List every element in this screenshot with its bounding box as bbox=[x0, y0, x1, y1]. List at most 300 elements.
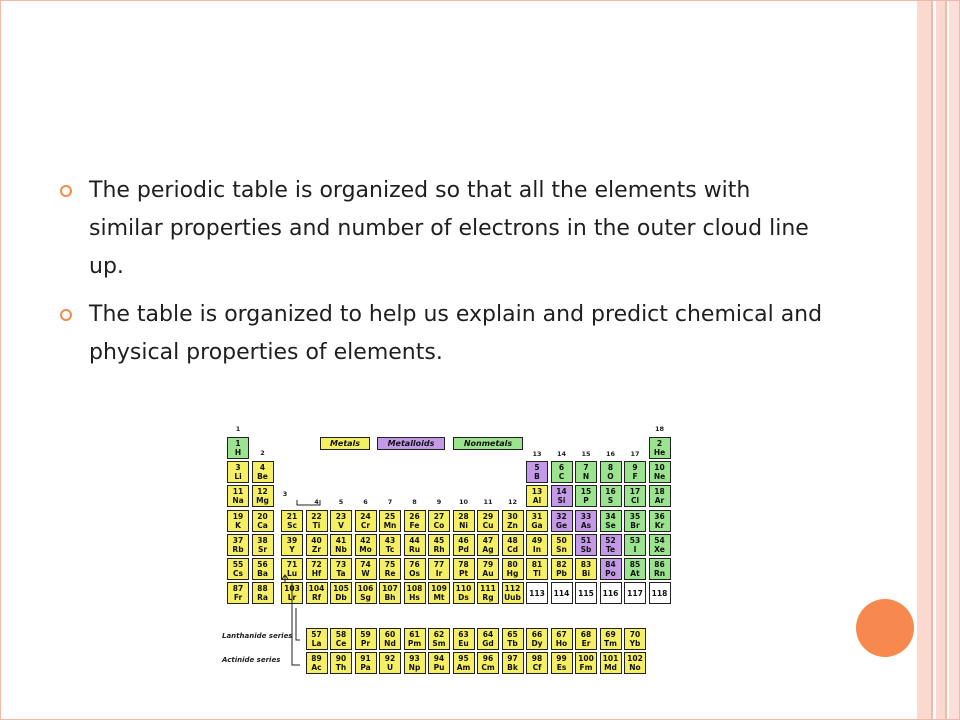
element-number: 59 bbox=[360, 630, 371, 639]
element-symbol: Cr bbox=[360, 520, 371, 530]
element-number: 19 bbox=[232, 511, 244, 521]
element-number: 46 bbox=[458, 535, 469, 545]
element-cell bbox=[428, 652, 450, 674]
element-cell bbox=[355, 534, 377, 556]
element-symbol: Os bbox=[409, 569, 420, 578]
element-symbol: At bbox=[630, 569, 640, 578]
element-cell bbox=[551, 582, 573, 604]
element-symbol: Pm bbox=[407, 639, 422, 648]
element-cell bbox=[551, 652, 573, 674]
element-cell bbox=[306, 582, 328, 604]
element-symbol: Cf bbox=[532, 663, 542, 672]
element-number: 53 bbox=[629, 535, 641, 545]
group-number-label: 11 bbox=[483, 498, 493, 506]
element-cell bbox=[281, 510, 303, 532]
element-number: 82 bbox=[556, 560, 567, 569]
element-symbol: Mo bbox=[359, 544, 372, 554]
element-symbol: Bh bbox=[384, 593, 396, 603]
element-cell bbox=[502, 510, 524, 532]
element-number: 110 bbox=[455, 584, 472, 594]
element-symbol: Pu bbox=[433, 663, 445, 672]
element-number: 24 bbox=[360, 511, 371, 521]
element-symbol: Pt bbox=[458, 569, 469, 578]
element-cell bbox=[600, 461, 622, 483]
decorative-circle bbox=[856, 599, 914, 657]
element-number: 33 bbox=[580, 511, 592, 521]
element-symbol: Pd bbox=[458, 544, 469, 554]
element-cell bbox=[252, 461, 274, 483]
element-cell bbox=[477, 582, 499, 604]
element-number: 91 bbox=[360, 654, 371, 663]
element-number: 43 bbox=[384, 535, 396, 545]
element-number: 44 bbox=[409, 535, 420, 545]
element-symbol: He bbox=[653, 448, 666, 457]
element-cell bbox=[355, 558, 377, 580]
bullet-list bbox=[60, 172, 830, 382]
element-number: 83 bbox=[580, 560, 592, 569]
element-number: 90 bbox=[335, 654, 347, 663]
group-number-label: 16 bbox=[605, 450, 616, 458]
element-number: 70 bbox=[629, 630, 641, 639]
lanthanide-connector bbox=[296, 608, 300, 640]
element-symbol: Ac bbox=[311, 663, 322, 672]
element-number: 58 bbox=[335, 630, 347, 639]
element-cell bbox=[379, 558, 401, 580]
element-cell bbox=[551, 534, 573, 556]
element-number: 112 bbox=[504, 584, 521, 594]
element-number: 2 bbox=[656, 439, 663, 448]
element-cell bbox=[330, 582, 352, 604]
element-symbol: Ba bbox=[257, 569, 268, 578]
element-cell bbox=[330, 628, 352, 650]
element-cell bbox=[575, 558, 597, 580]
element-cell bbox=[379, 652, 401, 674]
element-symbol: Np bbox=[408, 663, 421, 672]
element-number: 106 bbox=[357, 584, 374, 594]
element-number: 11 bbox=[232, 487, 244, 497]
element-symbol: Rf bbox=[311, 593, 322, 603]
group-number-label: 14 bbox=[556, 450, 567, 458]
decorative-stripe bbox=[917, 0, 931, 720]
lanthanide-series-label: Lanthanide series bbox=[222, 632, 293, 640]
element-cell bbox=[600, 582, 622, 604]
element-cell bbox=[551, 461, 573, 483]
group-number-label: 9 bbox=[436, 498, 442, 506]
element-cell bbox=[624, 461, 646, 483]
element-symbol: N bbox=[582, 472, 590, 482]
group-number-label: 7 bbox=[387, 498, 393, 506]
element-cell bbox=[649, 534, 671, 556]
element-number: 92 bbox=[384, 654, 396, 663]
element-cell bbox=[551, 510, 573, 532]
element-symbol: In bbox=[532, 544, 542, 554]
bullet-text: The table is organized to help us explain and predict chemical and physical properties of elements. bbox=[89, 302, 823, 365]
element-cell bbox=[330, 510, 352, 532]
element-cell bbox=[477, 510, 499, 532]
element-number: 100 bbox=[578, 654, 594, 663]
element-cell bbox=[281, 558, 303, 580]
element-cell bbox=[526, 558, 548, 580]
element-number: 99 bbox=[556, 654, 567, 663]
element-symbol: No bbox=[629, 663, 641, 672]
element-cell bbox=[404, 652, 426, 674]
element-cell bbox=[379, 582, 401, 604]
element-number: 117 bbox=[627, 589, 643, 599]
element-symbol: Mn bbox=[383, 520, 397, 530]
element-number: 104 bbox=[308, 584, 325, 594]
element-symbol: Ho bbox=[555, 639, 568, 648]
element-symbol: Ga bbox=[531, 520, 543, 530]
element-cell bbox=[624, 485, 646, 507]
element-symbol: Sc bbox=[287, 520, 297, 530]
element-cell bbox=[404, 510, 426, 532]
element-number: 63 bbox=[458, 630, 469, 639]
element-symbol: Rb bbox=[232, 544, 244, 554]
element-number: 4 bbox=[259, 463, 266, 473]
element-number: 28 bbox=[458, 511, 469, 521]
element-number: 54 bbox=[654, 535, 665, 545]
element-cell bbox=[600, 485, 622, 507]
element-cell bbox=[502, 652, 524, 674]
element-cell bbox=[624, 628, 646, 650]
element-number: 15 bbox=[580, 487, 592, 497]
element-symbol: Se bbox=[605, 520, 616, 530]
element-symbol: Re bbox=[384, 569, 396, 578]
element-cell bbox=[252, 534, 274, 556]
element-number: 12 bbox=[257, 487, 268, 497]
element-number: 27 bbox=[433, 511, 445, 521]
element-cell bbox=[526, 652, 548, 674]
element-cell bbox=[227, 582, 249, 604]
element-symbol: Ar bbox=[654, 496, 665, 506]
element-cell bbox=[600, 652, 622, 674]
element-symbol: Cm bbox=[481, 663, 495, 672]
element-symbol: Yb bbox=[629, 639, 641, 648]
element-number: 1 bbox=[235, 439, 241, 448]
element-cell bbox=[227, 485, 249, 507]
element-cell bbox=[355, 628, 377, 650]
element-number: 3 bbox=[235, 463, 241, 473]
decorative-stripe bbox=[931, 0, 933, 720]
element-symbol: Ti bbox=[312, 520, 321, 530]
element-cell bbox=[355, 510, 377, 532]
element-symbol: Eu bbox=[458, 639, 469, 648]
element-cell bbox=[502, 558, 524, 580]
element-symbol: K bbox=[235, 520, 241, 530]
element-cell bbox=[477, 652, 499, 674]
group-number-label: 5 bbox=[338, 498, 344, 506]
element-number: 111 bbox=[480, 584, 496, 594]
element-symbol: Y bbox=[289, 544, 295, 554]
element-cell bbox=[624, 510, 646, 532]
element-number: 7 bbox=[583, 463, 589, 473]
element-number: 75 bbox=[384, 560, 396, 569]
element-symbol: Pb bbox=[556, 569, 567, 578]
element-symbol: F bbox=[632, 472, 638, 482]
element-number: 61 bbox=[409, 630, 420, 639]
element-number: 55 bbox=[232, 560, 244, 569]
element-number: 34 bbox=[605, 511, 616, 521]
bullet-item bbox=[60, 296, 830, 372]
element-symbol: Dy bbox=[531, 639, 543, 648]
element-symbol: Fe bbox=[409, 520, 420, 530]
element-number: 73 bbox=[335, 560, 347, 569]
element-symbol: Tm bbox=[604, 639, 617, 648]
element-symbol: Na bbox=[232, 496, 244, 506]
element-cell bbox=[330, 652, 352, 674]
element-cell bbox=[252, 582, 274, 604]
element-number: 36 bbox=[654, 511, 665, 521]
bullet-text: The periodic table is organized so that all the elements with similar properties and number of electrons in the outer cloud line up. bbox=[89, 178, 809, 279]
element-cell bbox=[649, 510, 671, 532]
element-number: 84 bbox=[605, 560, 616, 569]
element-symbol: Nd bbox=[384, 639, 396, 648]
element-cell bbox=[477, 534, 499, 556]
element-number: 56 bbox=[257, 560, 268, 569]
element-number: 25 bbox=[384, 511, 396, 521]
bullet-circle-icon bbox=[60, 185, 72, 197]
element-cell bbox=[624, 534, 646, 556]
element-symbol: Uub bbox=[504, 593, 521, 603]
group-number-label: 2 bbox=[260, 449, 265, 457]
element-cell bbox=[428, 582, 450, 604]
element-number: 107 bbox=[382, 584, 398, 594]
element-number: 116 bbox=[602, 589, 619, 599]
element-symbol: Hg bbox=[506, 569, 519, 578]
element-number: 29 bbox=[482, 511, 494, 521]
element-number: 115 bbox=[578, 589, 594, 599]
element-number: 47 bbox=[482, 535, 494, 545]
bullet-circle-icon bbox=[60, 309, 72, 321]
element-symbol: Hs bbox=[409, 593, 420, 603]
element-symbol: Pr bbox=[360, 639, 371, 648]
element-number: 86 bbox=[654, 560, 665, 569]
element-symbol: Ag bbox=[482, 544, 494, 554]
element-cell bbox=[526, 510, 548, 532]
element-symbol: Bk bbox=[507, 663, 518, 672]
element-number: 68 bbox=[580, 630, 592, 639]
bullet-item bbox=[60, 172, 830, 286]
element-cell bbox=[575, 628, 597, 650]
element-symbol: Ca bbox=[257, 520, 268, 530]
element-number: 8 bbox=[607, 463, 614, 473]
element-number: 85 bbox=[629, 560, 641, 569]
element-cell bbox=[227, 437, 249, 459]
element-cell bbox=[624, 652, 646, 674]
element-symbol: Fm bbox=[579, 663, 593, 672]
element-symbol: I bbox=[633, 544, 637, 554]
element-symbol: H bbox=[234, 448, 242, 457]
element-number: 69 bbox=[605, 630, 616, 639]
element-cell bbox=[575, 485, 597, 507]
element-cell bbox=[551, 628, 573, 650]
element-number: 87 bbox=[232, 584, 244, 594]
element-cell bbox=[306, 558, 328, 580]
element-number: 40 bbox=[311, 535, 322, 545]
element-number: 17 bbox=[629, 487, 641, 497]
element-number: 37 bbox=[232, 535, 244, 545]
element-cell bbox=[252, 510, 274, 532]
element-number: 26 bbox=[409, 511, 420, 521]
element-number: 5 bbox=[534, 463, 540, 473]
element-number: 113 bbox=[529, 589, 545, 599]
element-cell bbox=[649, 485, 671, 507]
element-number: 60 bbox=[384, 630, 396, 639]
element-cell bbox=[453, 510, 475, 532]
element-number: 114 bbox=[553, 589, 570, 599]
element-symbol: Sn bbox=[556, 544, 567, 554]
element-cell bbox=[404, 534, 426, 556]
element-cell bbox=[600, 534, 622, 556]
group-number-label: 12 bbox=[507, 498, 518, 506]
element-number: 79 bbox=[482, 560, 494, 569]
element-cell bbox=[404, 558, 426, 580]
element-symbol: Al bbox=[532, 496, 542, 506]
element-number: 72 bbox=[311, 560, 322, 569]
element-number: 16 bbox=[605, 487, 616, 497]
element-number: 62 bbox=[433, 630, 445, 639]
element-number: 51 bbox=[580, 535, 592, 545]
element-number: 74 bbox=[360, 560, 371, 569]
element-number: 101 bbox=[602, 654, 619, 663]
element-cell bbox=[306, 510, 328, 532]
element-cell bbox=[453, 628, 475, 650]
element-symbol: Sm bbox=[432, 639, 446, 648]
element-cell bbox=[379, 534, 401, 556]
element-symbol: Nb bbox=[335, 544, 347, 554]
element-cell bbox=[453, 534, 475, 556]
element-symbol: Tl bbox=[533, 569, 541, 578]
element-cell bbox=[526, 582, 548, 604]
element-number: 89 bbox=[311, 654, 322, 663]
decorative-stripe bbox=[949, 0, 960, 720]
element-number: 76 bbox=[409, 560, 420, 569]
element-symbol: Te bbox=[605, 544, 616, 554]
element-symbol: Ir bbox=[435, 569, 443, 578]
element-number: 52 bbox=[605, 535, 616, 545]
element-symbol: Hf bbox=[311, 569, 322, 578]
element-number: 48 bbox=[507, 535, 518, 545]
element-cell bbox=[502, 582, 524, 604]
element-cell bbox=[404, 628, 426, 650]
element-symbol: Tc bbox=[385, 544, 395, 554]
element-number: 30 bbox=[507, 511, 518, 521]
element-cell bbox=[477, 558, 499, 580]
element-number: 14 bbox=[556, 487, 567, 497]
element-cell bbox=[575, 534, 597, 556]
element-number: 38 bbox=[257, 535, 268, 545]
element-symbol: Li bbox=[234, 472, 242, 482]
element-symbol: S bbox=[607, 496, 614, 506]
element-symbol: La bbox=[311, 639, 322, 648]
element-number: 45 bbox=[433, 535, 445, 545]
group-number-label: 15 bbox=[581, 450, 591, 458]
element-number: 98 bbox=[531, 654, 543, 663]
element-number: 9 bbox=[632, 463, 638, 473]
element-cell bbox=[575, 510, 597, 532]
element-symbol: Ge bbox=[555, 520, 568, 530]
element-symbol: Br bbox=[630, 520, 640, 530]
element-symbol: Po bbox=[605, 569, 616, 578]
element-cell bbox=[575, 652, 597, 674]
group-number-label: 17 bbox=[630, 450, 640, 458]
element-number: 10 bbox=[654, 463, 665, 473]
element-cell bbox=[600, 558, 622, 580]
group-number-label: 3 bbox=[282, 490, 288, 498]
element-symbol: Tb bbox=[507, 639, 518, 648]
element-number: 77 bbox=[433, 560, 445, 569]
element-symbol: Th bbox=[335, 663, 347, 672]
element-cell bbox=[227, 558, 249, 580]
element-number: 18 bbox=[654, 487, 665, 497]
element-symbol: Au bbox=[482, 569, 494, 578]
element-symbol: Cs bbox=[233, 569, 243, 578]
element-symbol: Cd bbox=[507, 544, 518, 554]
element-cell bbox=[281, 582, 303, 604]
element-symbol: P bbox=[583, 496, 589, 506]
element-cell bbox=[551, 485, 573, 507]
element-cell bbox=[575, 461, 597, 483]
element-cell bbox=[649, 461, 671, 483]
element-number: 93 bbox=[409, 654, 420, 663]
element-number: 108 bbox=[406, 584, 423, 594]
element-symbol: Xe bbox=[654, 544, 665, 554]
element-number: 35 bbox=[629, 511, 641, 521]
element-cell bbox=[428, 534, 450, 556]
element-cell bbox=[453, 558, 475, 580]
element-number: 67 bbox=[556, 630, 567, 639]
decorative-stripe bbox=[936, 0, 945, 720]
element-symbol: Zn bbox=[507, 520, 518, 530]
legend-nonmetals: Nonmetals bbox=[453, 437, 523, 450]
group-number-label: 1 bbox=[235, 425, 241, 433]
legend-metals: Metals bbox=[320, 437, 370, 450]
element-number: 31 bbox=[531, 511, 543, 521]
element-symbol: Am bbox=[456, 663, 471, 672]
element-cell bbox=[355, 582, 377, 604]
element-symbol: Fr bbox=[233, 593, 243, 603]
element-cell bbox=[526, 628, 548, 650]
element-number: 50 bbox=[556, 535, 567, 545]
element-cell bbox=[575, 582, 597, 604]
element-number: 78 bbox=[458, 560, 469, 569]
element-symbol: Co bbox=[433, 520, 445, 530]
element-symbol: Sr bbox=[257, 544, 268, 554]
element-cell bbox=[227, 461, 249, 483]
element-number: 71 bbox=[286, 560, 298, 569]
element-symbol: B bbox=[534, 472, 540, 482]
element-cell bbox=[502, 534, 524, 556]
element-number: 42 bbox=[360, 535, 371, 545]
element-symbol: Ta bbox=[336, 569, 346, 578]
element-symbol: Pa bbox=[360, 663, 371, 672]
element-cell bbox=[453, 582, 475, 604]
element-number: 41 bbox=[335, 535, 347, 545]
element-cell bbox=[649, 558, 671, 580]
element-number: 23 bbox=[335, 511, 347, 521]
element-number: 95 bbox=[458, 654, 469, 663]
element-symbol: Ru bbox=[408, 544, 421, 554]
group-number-label: 13 bbox=[532, 450, 542, 458]
element-symbol: Sg bbox=[360, 593, 371, 603]
element-number: 97 bbox=[507, 654, 518, 663]
element-symbol: W bbox=[361, 569, 370, 578]
element-cell bbox=[306, 628, 328, 650]
element-number: 57 bbox=[311, 630, 322, 639]
element-number: 88 bbox=[257, 584, 268, 594]
element-number: 39 bbox=[286, 535, 298, 545]
group-number-label: 8 bbox=[412, 498, 417, 506]
